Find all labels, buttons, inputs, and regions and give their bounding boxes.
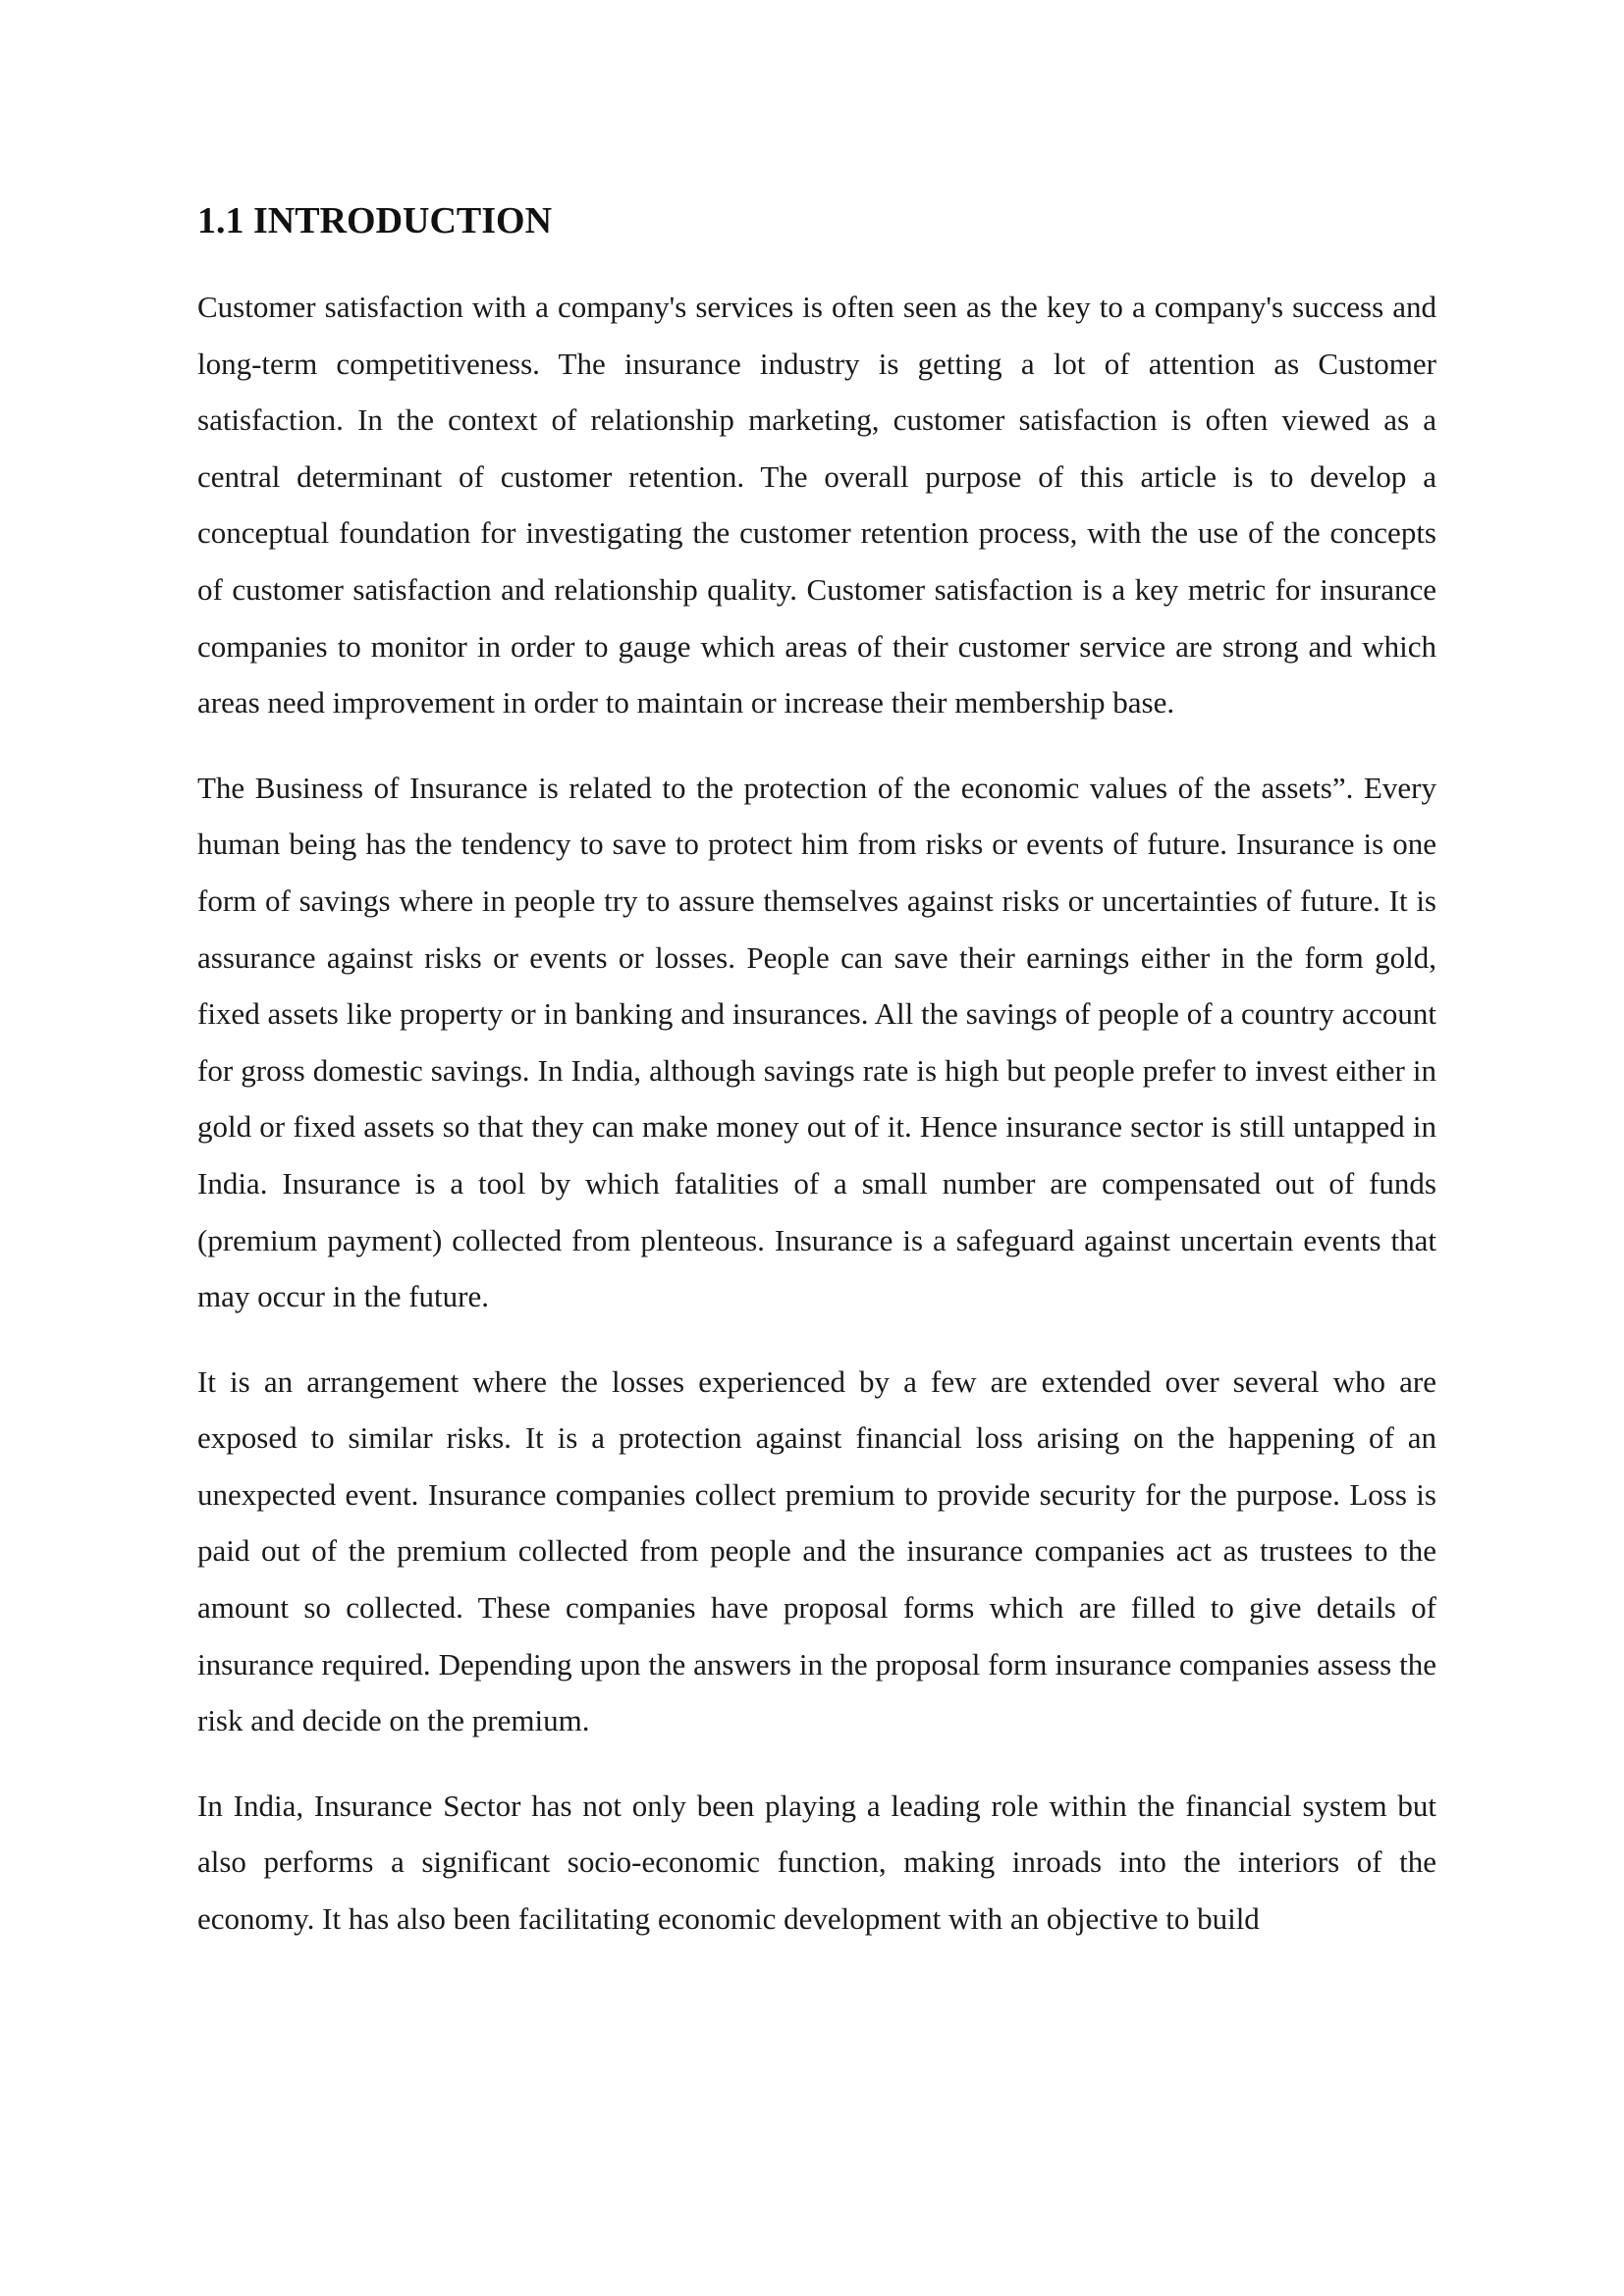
paragraph-business-of-insurance: The Business of Insurance is related to the protection of the economic values of the assets”. Every human being has the tendency to save to protect him from risks or events of future. Insurance is one form of savings where in people try to assure themselves against risks or uncertainties of future. It is assurance against risks or events or losses. People can save their earnings either in the form gold, fixed assets like property or in banking and insurances. All the savings of people of a country account for gross domestic savings. In India, although savings rate is high but people prefer to invest either in gold or fixed assets so that they can make money out of it. Hence insurance sector is still untapped in India. Insurance is a tool by which fatalities of a small number are compensated out of funds (premium payment) collected from plenteous. Insurance is a safeguard against uncertain events that may occur in the future.: [197, 770, 1436, 1314]
page-content: [197, 192, 1436, 1948]
section-heading: 1.1 INTRODUCTION: [197, 200, 553, 241]
paragraph-customer-satisfaction: Customer satisfaction with a company's services is often seen as the key to a company's success and long-term competitiveness. The insurance industry is getting a lot of attention as Customer satisfaction. In the context of relationship marketing, customer satisfaction is often viewed as a central determinant of customer retention. The overall purpose of this article is to develop a conceptual foundation for investigating the customer retention process, with the use of the concepts of customer satisfaction and relationship quality. Customer satisfaction is a key metric for insurance companies to monitor in order to gauge which areas of their customer service are strong and which areas need improvement in order to maintain or increase their membership base.: [197, 290, 1436, 721]
paragraph-insurance-sector-india: In India, Insurance Sector has not only been playing a leading role within the financial system but also performs a significant socio-economic function, making inroads into the interiors of the economy. It has also been facilitating economic development with an objective to build: [197, 1788, 1436, 1937]
paragraph-insurance-arrangement: It is an arrangement where the losses experienced by a few are extended over several who are exposed to similar risks. It is a protection against financial loss arising on the happening of an unexpected event. Insurance companies collect premium to provide security for the purpose. Loss is paid out of the premium collected from people and the insurance companies act as trustees to the amount so collected. These companies have proposal forms which are filled to give details of insurance required. Depending upon the answers in the proposal form insurance companies assess the risk and decide on the premium.: [197, 1363, 1436, 1738]
